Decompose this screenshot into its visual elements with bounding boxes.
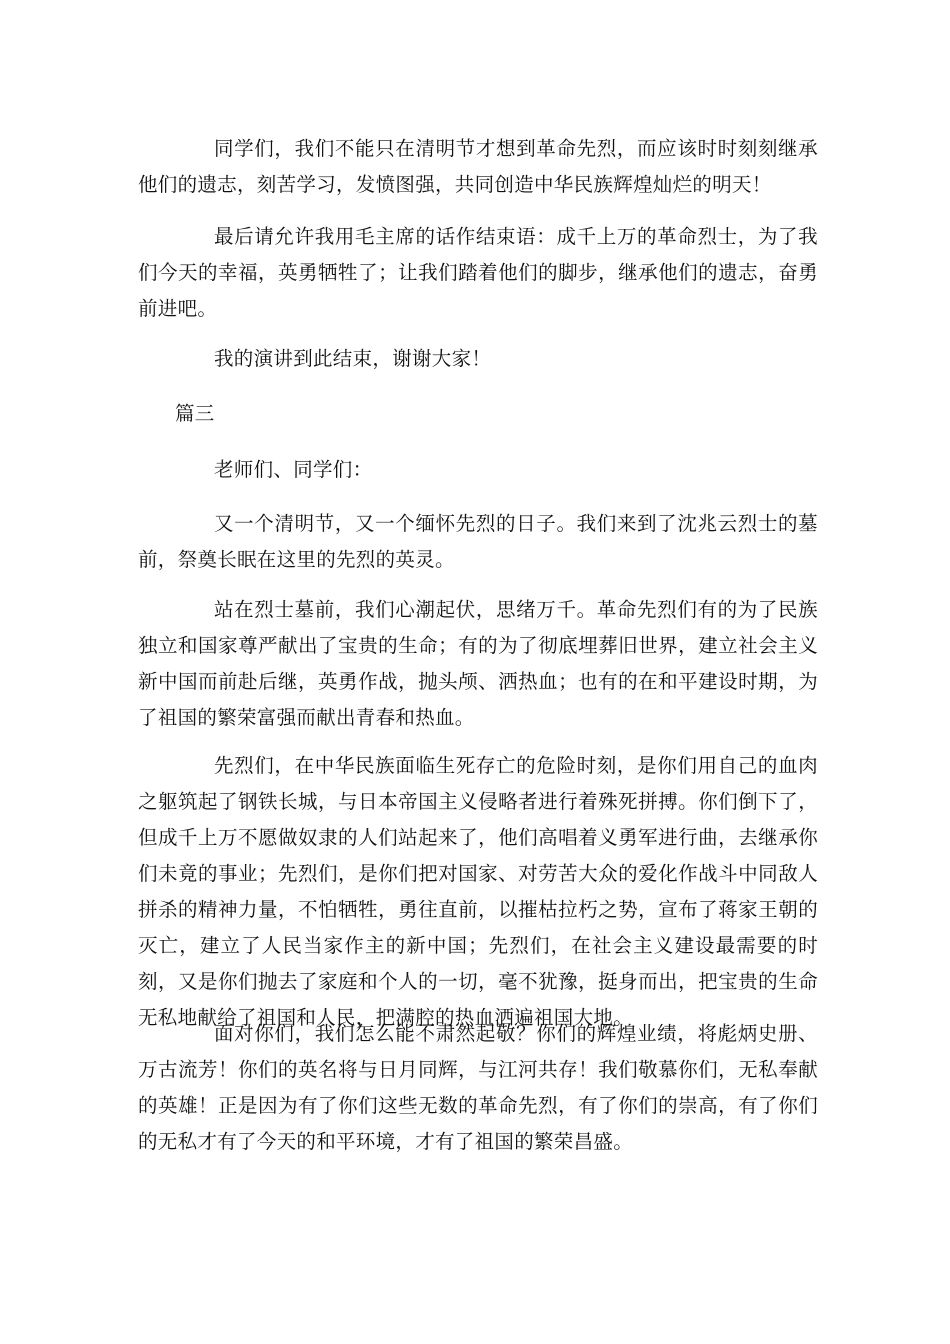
paragraph-thanks: 我的演讲到此结束，谢谢大家！ [214,347,492,370]
paragraph-inherit-will: 同学们，我们不能只在清明节才想到革命先烈，而应该时时刻刻继承他们的遗志，刻苦学习，发愤图强，共同创造中华民族辉煌灿烂的明天！ [138,137,818,196]
paragraph-martyrs: 先烈们，在中华民族面临生死存亡的危险时刻，是你们用自己的血肉之躯筑起了钢铁长城，与日本帝国主义侵略者进行着殊死拼搏。你们倒下了，但成千上万不愿做奴隶的人们站起来了，他们高唱着义勇军进行曲，去继承你们未竟的事业；先烈们，是你们把对国家、对劳苦大众的爱化作战斗中同敌人拼杀的精神力量，不怕牺牲，勇往直前，以摧枯拉朽之势，宣布了蒋家王朝的灭亡，建立了人民当家作主的新中国；先烈们，在社会主义建设最需要的时刻，又是你们抛去了家庭和个人的一切，毫不犹豫，挺身而出，把宝贵的生命无私地献给了祖国和人民，把满腔的热血洒遍祖国大地。 [138,754,818,1029]
paragraph-tomb: 站在烈士墓前，我们心潮起伏，思绪万千。革命先烈们有的为了民族独立和国家尊严献出了宝贵的生命；有的为了彻底埋葬旧世界，建立社会主义新中国而前赴后继，英勇作战，抛头颅、洒热血；也有的在和平建设时期，为了祖国的繁荣富强而献出青春和热血。 [138,598,818,729]
paragraph-respect: 面对你们，我们怎么能不肃然起敬？你们的辉煌业绩，将彪炳史册、万古流芳！你们的英名将与日月同辉，与江河共存！我们敬慕你们，无私奉献的英雄！正是因为有了你们这些无数的革命先烈，有了你们的崇高，有了你们的无私才有了今天的和平环境，才有了祖国的繁荣昌盛。 [138,1022,818,1153]
greeting: 老师们、同学们： [214,458,373,481]
paragraph-closing-quote: 最后请允许我用毛主席的话作结束语：成千上万的革命烈士，为了我们今天的幸福，英勇牺牲了；让我们踏着他们的脚步，继承他们的遗志，奋勇前进吧。 [138,225,818,320]
section-title: 篇三 [175,402,215,425]
paragraph-qingming: 又一个清明节，又一个缅怀先烈的日子。我们来到了沈兆云烈士的墓前，祭奠长眠在这里的先烈的英灵。 [138,512,818,571]
